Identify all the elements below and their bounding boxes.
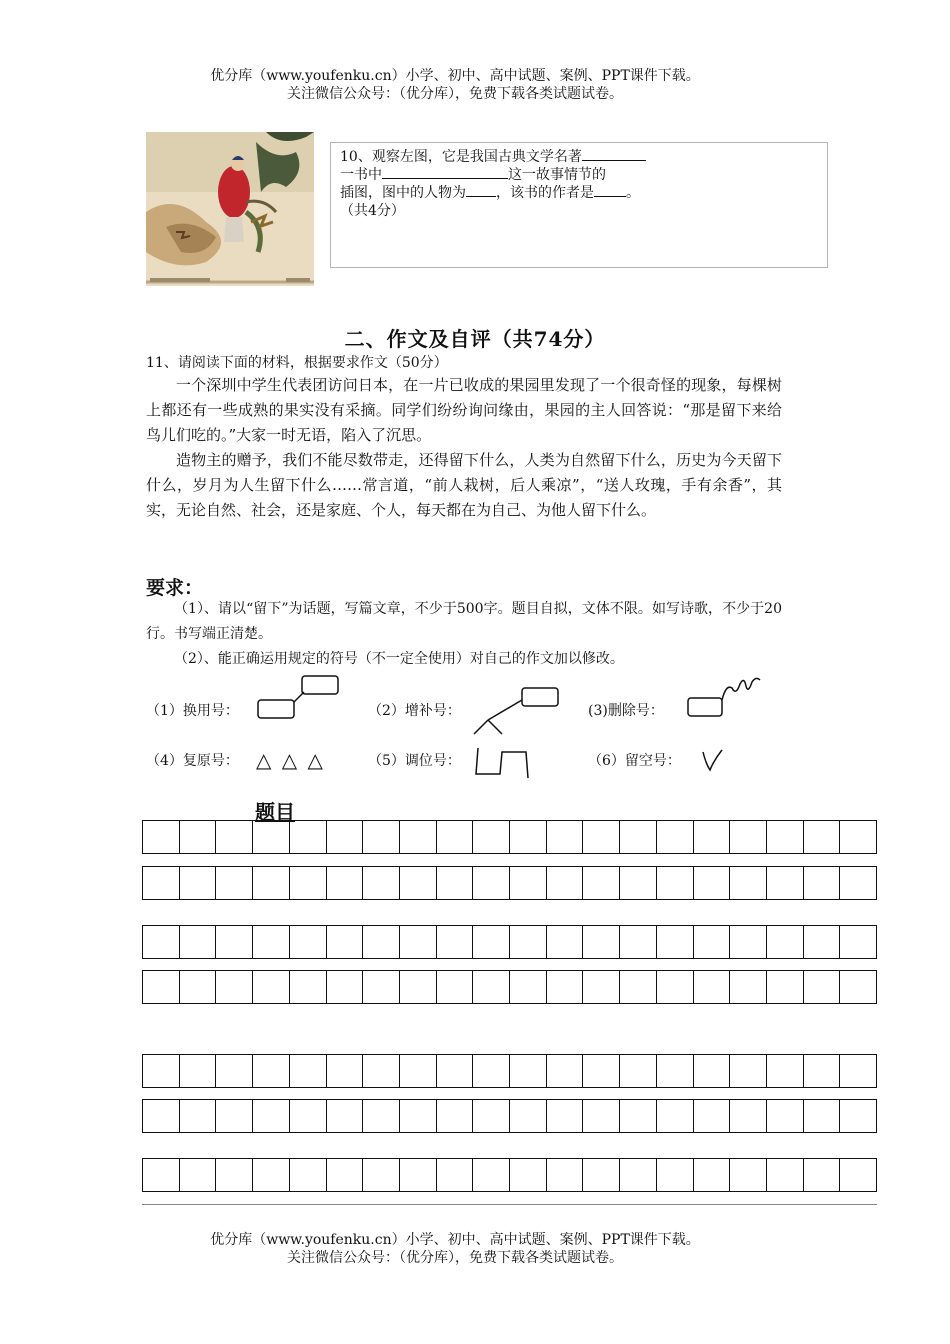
writing-grid-row[interactable]	[142, 1099, 877, 1133]
writing-cell[interactable]	[694, 867, 731, 899]
writing-cell[interactable]	[253, 926, 290, 958]
writing-cell[interactable]	[510, 926, 547, 958]
writing-cell[interactable]	[290, 867, 327, 899]
writing-cell[interactable]	[547, 867, 584, 899]
writing-cell[interactable]	[363, 971, 400, 1003]
writing-cell[interactable]	[730, 821, 767, 853]
swap-mark-icon	[470, 744, 536, 784]
footer-line-2: 关注微信公众号：（优分库），免费下载各类试题试卷。	[287, 1250, 623, 1266]
writing-cell[interactable]	[694, 971, 731, 1003]
writing-cell[interactable]	[290, 1055, 327, 1087]
symbol-restore-label: （4）复原号：	[146, 753, 239, 769]
writing-cell[interactable]	[620, 1159, 657, 1191]
writing-cell[interactable]	[767, 971, 804, 1003]
illustration-image	[146, 132, 314, 286]
material-paragraph-2: 造物主的赠予，我们不能尽数带走，还得留下什么，人类为自然留下什么，历史为今天留下什么，岁月为人生留下什么……常言道，“前人栽树，后人乘凉”，“送人玫瑰，手有余香”，其实，无论自然、社会，还是家庭、个人，每天都在为自己、为他人留下什么。	[146, 451, 782, 519]
writing-cell[interactable]	[510, 1159, 547, 1191]
writing-cell[interactable]	[363, 867, 400, 899]
writing-cell[interactable]	[473, 867, 510, 899]
writing-cell[interactable]	[216, 1100, 253, 1132]
writing-cell[interactable]	[657, 867, 694, 899]
writing-cell[interactable]	[327, 867, 364, 899]
writing-cell[interactable]	[437, 1100, 474, 1132]
writing-grid-row[interactable]	[142, 1158, 877, 1192]
writing-grid-row[interactable]	[142, 925, 877, 959]
writing-cell[interactable]	[730, 1055, 767, 1087]
writing-cell[interactable]	[437, 926, 474, 958]
writing-cell[interactable]	[180, 1159, 217, 1191]
writing-cell[interactable]	[400, 971, 437, 1003]
writing-cell[interactable]	[583, 1159, 620, 1191]
writing-cell[interactable]	[143, 1055, 180, 1087]
writing-cell[interactable]	[400, 1100, 437, 1132]
writing-cell[interactable]	[620, 867, 657, 899]
essay-title-label: 题目	[255, 800, 295, 824]
writing-cell[interactable]	[767, 1100, 804, 1132]
writing-cell[interactable]	[547, 1100, 584, 1132]
writing-cell[interactable]	[400, 926, 437, 958]
writing-cell[interactable]	[840, 1055, 876, 1087]
character-blank[interactable]	[466, 184, 496, 197]
writing-cell[interactable]	[180, 821, 217, 853]
writing-cell[interactable]	[290, 1100, 327, 1132]
writing-cell[interactable]	[510, 1055, 547, 1087]
writing-cell[interactable]	[253, 1055, 290, 1087]
writing-cell[interactable]	[327, 971, 364, 1003]
delete-mark-icon	[686, 674, 766, 724]
writing-cell[interactable]	[216, 1055, 253, 1087]
writing-cell[interactable]	[143, 971, 180, 1003]
section-2-heading: 二、作文及自评（共74分）	[344, 327, 606, 351]
writing-cell[interactable]	[767, 821, 804, 853]
writing-cell[interactable]	[547, 1055, 584, 1087]
writing-cell[interactable]	[290, 971, 327, 1003]
header-line-1: 优分库（www.youfenku.cn）小学、初中、高中试题、案例、PPT课件下载。	[210, 68, 700, 84]
writing-cell[interactable]	[473, 926, 510, 958]
writing-cell[interactable]	[253, 1159, 290, 1191]
question-10-score: （共4分）	[340, 203, 405, 219]
requirement-1: （1）、请以“留下”为话题，写篇文章，不少于500字。题目自拟，文体不限。如写诗歌，不少于20行。书写端正清楚。	[146, 601, 782, 642]
writing-cell[interactable]	[400, 1159, 437, 1191]
footer-line-1: 优分库（www.youfenku.cn）小学、初中、高中试题、案例、PPT课件下载。	[210, 1232, 700, 1248]
writing-cell[interactable]	[804, 867, 841, 899]
writing-cell[interactable]	[473, 1055, 510, 1087]
writing-cell[interactable]	[216, 867, 253, 899]
book-title-blank[interactable]	[582, 148, 646, 161]
writing-cell[interactable]	[180, 926, 217, 958]
writing-cell[interactable]	[620, 926, 657, 958]
writing-cell[interactable]	[363, 926, 400, 958]
writing-cell[interactable]	[327, 821, 364, 853]
plot-blank[interactable]	[382, 166, 508, 179]
writing-cell[interactable]	[657, 1055, 694, 1087]
symbol-insert-label: （2）增补号：	[368, 703, 461, 719]
question-10-line-3: 插图，图中的人物为 ，该书的作者是 。	[340, 185, 640, 201]
requirement-2: （2）、能正确运用规定的符号（不一定全使用）对自己的作文加以修改。	[174, 651, 624, 667]
writing-cell[interactable]	[143, 821, 180, 853]
writing-cell[interactable]	[840, 821, 876, 853]
writing-cell[interactable]	[840, 867, 876, 899]
writing-cell[interactable]	[363, 1159, 400, 1191]
writing-cell[interactable]	[583, 926, 620, 958]
writing-cell[interactable]	[583, 1100, 620, 1132]
writing-cell[interactable]	[804, 1159, 841, 1191]
writing-cell[interactable]	[657, 821, 694, 853]
writing-cell[interactable]	[583, 867, 620, 899]
writing-cell[interactable]	[547, 1159, 584, 1191]
writing-cell[interactable]	[657, 971, 694, 1003]
writing-cell[interactable]	[694, 1100, 731, 1132]
writing-cell[interactable]	[694, 821, 731, 853]
header-line-2: 关注微信公众号：（优分库），免费下载各类试题试卷。	[287, 86, 623, 102]
writing-cell[interactable]	[363, 1100, 400, 1132]
material-text	[146, 373, 782, 523]
writing-cell[interactable]	[290, 1159, 327, 1191]
writing-cell[interactable]	[473, 1159, 510, 1191]
writing-cell[interactable]	[694, 1055, 731, 1087]
replace-mark-icon	[256, 674, 342, 726]
writing-cell[interactable]	[510, 1100, 547, 1132]
writing-cell[interactable]	[840, 971, 876, 1003]
writing-cell[interactable]	[473, 971, 510, 1003]
writing-grid-row[interactable]	[142, 820, 877, 854]
writing-cell[interactable]	[216, 926, 253, 958]
footer-divider	[142, 1204, 877, 1205]
writing-cell[interactable]	[840, 1159, 876, 1191]
writing-cell[interactable]	[657, 926, 694, 958]
writing-cell[interactable]	[767, 926, 804, 958]
writing-cell[interactable]	[437, 821, 474, 853]
writing-cell[interactable]	[290, 926, 327, 958]
writing-cell[interactable]	[804, 926, 841, 958]
writing-cell[interactable]	[547, 926, 584, 958]
writing-cell[interactable]	[767, 1159, 804, 1191]
restore-mark-icon: △ △ △	[256, 748, 325, 772]
question-10-line-2: 一书中 这一故事情节的	[340, 167, 606, 183]
writing-grid-row[interactable]	[142, 1054, 877, 1088]
writing-cell[interactable]	[437, 1159, 474, 1191]
writing-cell[interactable]	[657, 1100, 694, 1132]
writing-cell[interactable]	[730, 1159, 767, 1191]
writing-cell[interactable]	[400, 1055, 437, 1087]
requirements-text	[146, 597, 782, 672]
writing-cell[interactable]	[804, 1100, 841, 1132]
writing-cell[interactable]	[730, 867, 767, 899]
writing-cell[interactable]	[730, 1100, 767, 1132]
writing-cell[interactable]	[216, 971, 253, 1003]
writing-cell[interactable]	[180, 1100, 217, 1132]
writing-cell[interactable]	[143, 1100, 180, 1132]
writing-cell[interactable]	[583, 971, 620, 1003]
question-11-prompt: 11、请阅读下面的材料，根据要求作文（50分）	[146, 355, 448, 371]
writing-cell[interactable]	[327, 1159, 364, 1191]
writing-cell[interactable]	[400, 867, 437, 899]
writing-cell[interactable]	[694, 926, 731, 958]
writing-cell[interactable]	[840, 926, 876, 958]
requirements-label: 要求：	[146, 577, 204, 599]
writing-cell[interactable]	[143, 926, 180, 958]
question-10-line-1: 10、观察左图，它是我国古典文学名著	[340, 148, 646, 166]
writing-cell[interactable]	[437, 867, 474, 899]
writing-cell[interactable]	[694, 1159, 731, 1191]
writing-cell[interactable]	[620, 821, 657, 853]
writing-cell[interactable]	[327, 1055, 364, 1087]
writing-cell[interactable]	[583, 1055, 620, 1087]
writing-cell[interactable]	[363, 1055, 400, 1087]
writing-cell[interactable]	[657, 1159, 694, 1191]
symbol-replace-label: （1）换用号：	[146, 703, 239, 719]
writing-cell[interactable]	[180, 1055, 217, 1087]
writing-grid-row[interactable]	[142, 970, 877, 1004]
writing-cell[interactable]	[437, 971, 474, 1003]
writing-cell[interactable]	[767, 1055, 804, 1087]
writing-cell[interactable]	[180, 971, 217, 1003]
writing-cell[interactable]	[216, 1159, 253, 1191]
writing-cell[interactable]	[730, 971, 767, 1003]
writing-cell[interactable]	[253, 1100, 290, 1132]
symbol-delete-label: (3)删除号：	[588, 703, 664, 719]
writing-cell[interactable]	[804, 821, 841, 853]
writing-cell[interactable]	[253, 971, 290, 1003]
writing-cell[interactable]	[400, 821, 437, 853]
writing-cell[interactable]	[547, 971, 584, 1003]
writing-cell[interactable]	[510, 867, 547, 899]
writing-cell[interactable]	[510, 821, 547, 853]
writing-cell[interactable]	[327, 926, 364, 958]
writing-cell[interactable]	[180, 867, 217, 899]
material-paragraph-1: 一个深圳中学生代表团访问日本，在一片已收成的果园里发现了一个很奇怪的现象，每棵树上都还有一些成熟的果实没有采摘。同学们纷纷询问缘由，果园的主人回答说：“那是留下来给鸟儿们吃的。”大家一时无语，陷入了沉思。	[146, 376, 782, 444]
writing-cell[interactable]	[620, 1100, 657, 1132]
writing-cell[interactable]	[473, 1100, 510, 1132]
symbol-space-label: （6）留空号：	[588, 753, 681, 769]
insert-mark-icon	[472, 686, 564, 742]
writing-cell[interactable]	[620, 971, 657, 1003]
writing-cell[interactable]	[547, 821, 584, 853]
symbol-swap-label: （5）调位号：	[368, 753, 461, 769]
writing-cell[interactable]	[767, 867, 804, 899]
writing-cell[interactable]	[327, 1100, 364, 1132]
writing-cell[interactable]	[804, 1055, 841, 1087]
writing-cell[interactable]	[583, 821, 620, 853]
writing-grid-row[interactable]	[142, 866, 877, 900]
writing-cell[interactable]	[840, 1100, 876, 1132]
writing-cell[interactable]	[510, 971, 547, 1003]
writing-cell[interactable]	[730, 926, 767, 958]
writing-cell[interactable]	[804, 971, 841, 1003]
writing-cell[interactable]	[253, 821, 290, 853]
writing-cell[interactable]	[216, 821, 253, 853]
writing-cell[interactable]	[290, 821, 327, 853]
writing-cell[interactable]	[143, 1159, 180, 1191]
writing-cell[interactable]	[143, 867, 180, 899]
writing-cell[interactable]	[473, 821, 510, 853]
writing-cell[interactable]	[253, 867, 290, 899]
writing-cell[interactable]	[437, 1055, 474, 1087]
space-mark-icon	[700, 746, 726, 778]
writing-cell[interactable]	[363, 821, 400, 853]
writing-cell[interactable]	[620, 1055, 657, 1087]
author-blank[interactable]	[594, 184, 626, 197]
